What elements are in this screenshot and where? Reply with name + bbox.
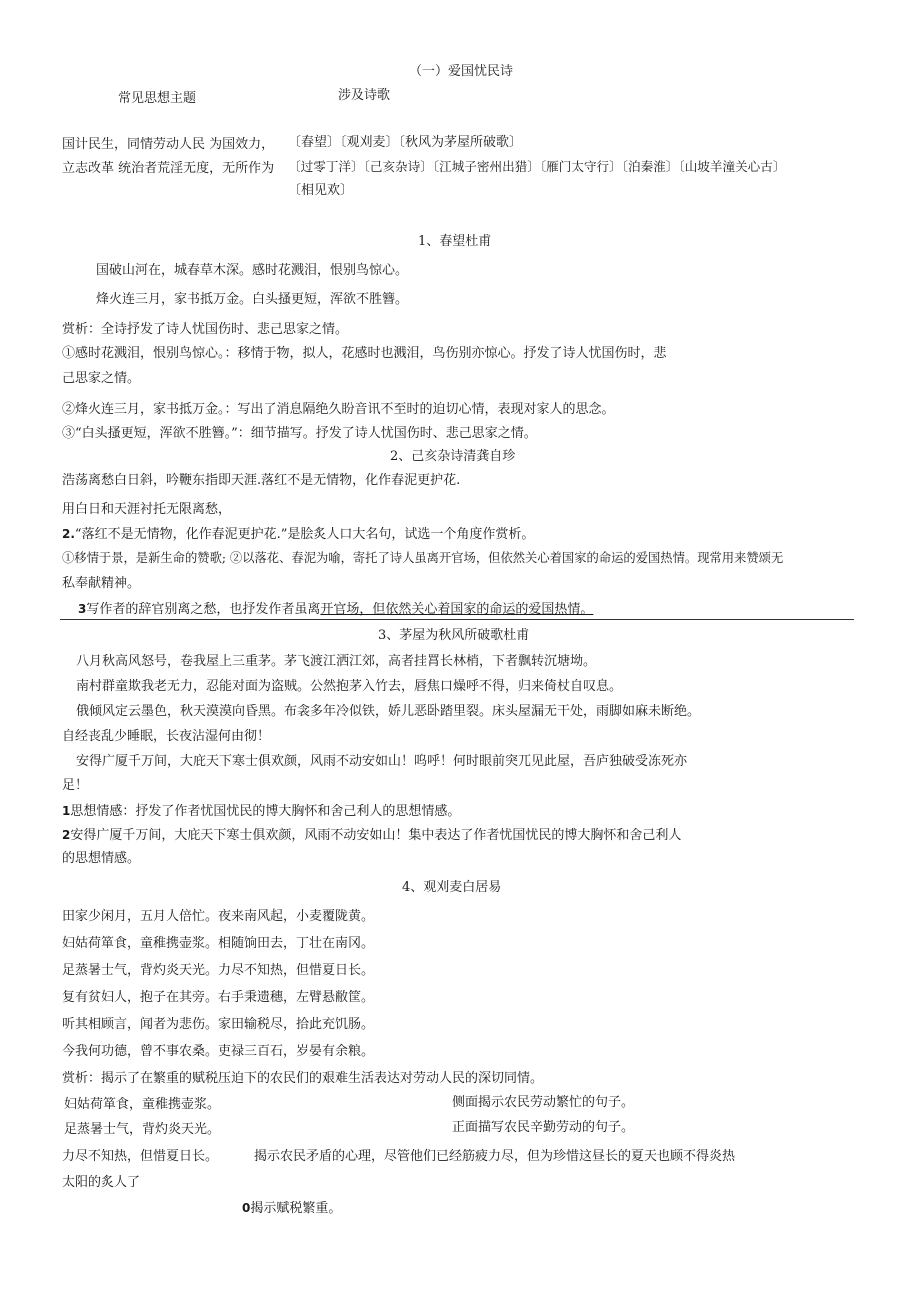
poem-3-verse: 南村群童欺我老无力，忍能对面为盗贼。公然抱茅入竹去，唇焦口燥呼不得，归来倚杖自叹息。 [76, 679, 623, 694]
poem-2-answer: ①移情于景，是新生命的赞歌; ②以落花、春泥为喻，寄托了诗人虽离开官场，但依然关心着国家的命运的爱国热情。现常用来赞颂无 [62, 551, 784, 565]
note-text: 安得广厦千万间，大庇天下寒士俱欢颜，风雨不动安如山！集中表达了作者忧国忧民的博大胸怀和舍己利人 [70, 828, 682, 843]
poem-2-question [62, 526, 534, 543]
section-title: （一）爱国忧民诗 [409, 64, 514, 79]
theme-row-1: 国计民生，同情劳动人民 为国效力， [62, 137, 275, 152]
poem-1-analysis: ②烽火连三月，家书抵万金。：写出了消息隔绝久盼音讯不至时的迫切心情，表现对家人的思念。 [62, 402, 615, 417]
poems-line-2: 〔过零丁洋〕〔己亥杂诗〕〔江城子密州出猎〕〔雁门太守行〕〔泊秦淮〕〔山坡羊潼关心古〕 [288, 159, 786, 174]
poem-4-comment: 揭示农民矛盾的心理，尽管他们已经筋疲力尽，但为珍惜这昼长的夏天也顾不得炎热 [254, 1149, 736, 1164]
poem-2-verse: 浩荡离愁白日斜，吟鞭东指即天涯.落红不是无情物，化作春泥更护花. [62, 473, 461, 488]
poem-4-title: 4、观刈麦白居易 [402, 880, 502, 895]
poem-1-analysis: ①感时花溅泪，恨别鸟惊心。：移情于物，拟人，花感时也溅泪，鸟伤别亦惊心。抒发了诗人忧国伤时，悲 [62, 346, 667, 361]
poems-line-3: 〔相见欢〕 [288, 183, 354, 198]
poem-1-title: 1、春望杜甫 [418, 234, 492, 249]
answer-text: 写作者的辞官别离之愁，也抒发作者虽离 [86, 602, 321, 617]
poem-4-quote: 力尽不知热，但惜夏日长。 [62, 1149, 219, 1164]
poem-4-quote: 妇姑荷箪食，童稚携壶浆。 [64, 1097, 221, 1112]
poem-4-comment-cont: 太阳的炙人了 [62, 1175, 141, 1190]
poem-4-comment: 侧面揭示农民劳动繁忙的句子。 [452, 1095, 635, 1110]
poem-3-verse: 八月秋高风怒号，卷我屋上三重茅。茅飞渡江洒江郊，高者挂罥长林梢，下者飘转沉塘坳。 [76, 654, 597, 669]
answer-text-underlined: 开官场，但依然关心着国家的命运的爱国热情。 [320, 602, 594, 617]
poem-3-note-2 [62, 827, 681, 844]
table-header-theme: 常见思想主题 [118, 91, 197, 106]
poem-4-verse: 田家少闲月，五月人倍忙。夜来南风起，小麦覆陇黄。 [62, 909, 375, 924]
poem-1-analysis: ③“白头搔更短，浑欲不胜簪。”：细节描写。抒发了诗人忧国伤时、悲己思家之情。 [62, 426, 537, 441]
poem-4-analysis: 赏析：揭示了在繁重的赋税压迫下的农民们的艰难生活表达对劳动人民的深切同情。 [62, 1071, 544, 1086]
poem-4-comment: 正面描写农民辛勤劳动的句子。 [452, 1120, 635, 1135]
poem-4-quote: 足蒸暑士气，背灼炎天光。 [64, 1122, 221, 1137]
poem-3-verse: 自经丧乱少睡眠，长夜沾湿何由彻！ [62, 729, 271, 744]
poem-3-title: 3、茅屋为秋风所破歌杜甫 [378, 628, 530, 643]
poem-3-verse: 俄倾风定云墨色，秋天漠漠向昏黑。布衾多年冷似铁，娇儿恶卧踏里裂。床头屋漏无干处，雨脚如麻未断绝。 [76, 704, 701, 719]
table-header-poems: 涉及诗歌 [338, 88, 391, 103]
item-number: 0 [242, 1201, 251, 1215]
poem-2-title: 2、己亥杂诗清龚自珍 [390, 449, 516, 464]
poem-2-answer-3 [78, 601, 593, 618]
poem-1-analysis: 赏析：全诗抒发了诗人忧国伤时、悲己思家之情。 [62, 322, 349, 337]
poem-4-verse: 妇姑荷箪食，童稚携壶浆。相随饷田去，丁壮在南冈。 [62, 936, 375, 951]
theme-row-2: 立志改革 统治者荒淫无度，无所作为 [62, 161, 275, 176]
poem-3-verse: 安得广厦千万间，大庇天下寒士俱欢颜，风雨不动安如山！呜呼！何时眼前突兀见此屋，吾庐独破受冻死亦 [76, 754, 688, 769]
poem-1-verse: 烽火连三月，家书抵万金。白头搔更短，浑欲不胜簪。 [96, 292, 409, 307]
poem-4-note [242, 1200, 341, 1217]
poem-2-answer: 私奉献精神。 [62, 576, 141, 591]
item-number: 3 [78, 602, 87, 616]
note-text: 思想情感：抒发了作者忧国忧民的博大胸怀和舍己利人的思想情感。 [70, 804, 461, 819]
item-number: 1 [62, 804, 71, 818]
item-number: 2 [62, 828, 71, 842]
poem-4-verse: 足蒸暑士气，背灼炎天光。力尽不知热，但惜夏日长。 [62, 963, 375, 978]
question-text: “落红不是无情物，化作春泥更护花.”是脍炙人口大名句，试选一个角度作赏析。 [74, 527, 535, 542]
poem-4-verse: 今我何功德，曾不事农桑。吏禄三百石，岁晏有余粮。 [62, 1044, 375, 1059]
poems-line-1: 〔春望〕〔观刈麦〕〔秋风为茅屋所破歌〕 [288, 135, 523, 150]
poem-3-note-2-cont: 的思想情感。 [62, 851, 141, 866]
poem-1-analysis: 己思家之情。 [62, 371, 141, 386]
note-text: 揭示赋税繁重。 [250, 1201, 342, 1216]
poem-4-verse: 听其相顾言，闻者为悲伤。家田输税尽，拾此充饥肠。 [62, 1017, 375, 1032]
poem-1-verse: 国破山河在，城春草木深。感时花溅泪，恨别鸟惊心。 [96, 263, 409, 278]
poem-2-line: 用白日和天涯衬托无限离愁， [62, 502, 232, 517]
horizontal-rule [60, 619, 854, 620]
poem-3-note-1 [62, 803, 460, 820]
poem-3-verse: 足！ [62, 778, 89, 793]
item-number: 2. [62, 527, 75, 541]
poem-4-verse: 复有贫妇人，抱子在其旁。右手秉遗穗，左臂悬敝筐。 [62, 990, 375, 1005]
